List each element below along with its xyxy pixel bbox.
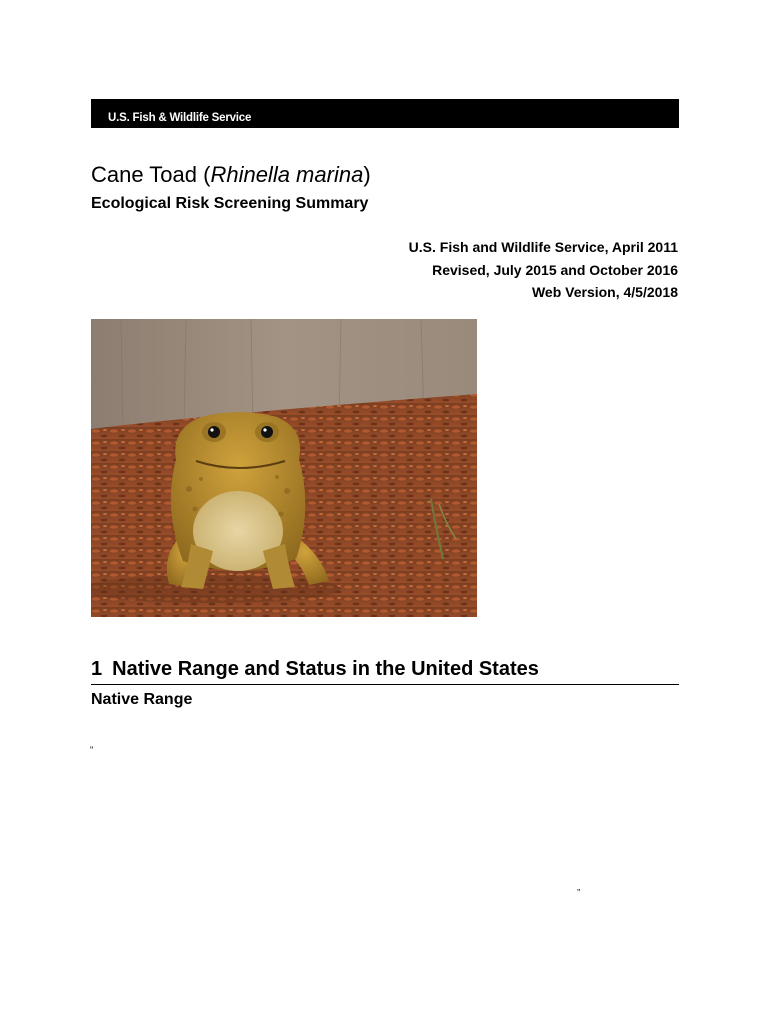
agency-name: U.S. Fish & Wildlife Service — [108, 112, 252, 124]
meta-line-web-version: Web Version, 4/5/2018 — [531, 284, 678, 300]
document-subtitle: Ecological Risk Screening Summary — [91, 195, 369, 212]
meta-line-revised: Revised, July 2015 and October 2016 — [432, 261, 678, 278]
title-close: ) — [363, 162, 371, 187]
title-scientific: Rhinella marina — [210, 162, 364, 187]
closing-quote-mark: ” — [577, 888, 581, 899]
agency-banner — [91, 99, 679, 128]
opening-quote-mark: “ — [90, 745, 94, 756]
section-heading-native-range-status — [91, 655, 679, 685]
section-title: Native Range and Status in the United States — [112, 658, 539, 680]
document-meta — [409, 236, 678, 304]
meta-line-original: U.S. Fish and Wildlife Service, April 2011 — [408, 239, 678, 255]
cane-toad-photo — [91, 319, 477, 617]
document-title — [91, 161, 371, 189]
subheading-native-range: Native Range — [91, 691, 193, 708]
title-common: Cane Toad ( — [91, 162, 211, 187]
section-number: 1 — [91, 658, 103, 680]
